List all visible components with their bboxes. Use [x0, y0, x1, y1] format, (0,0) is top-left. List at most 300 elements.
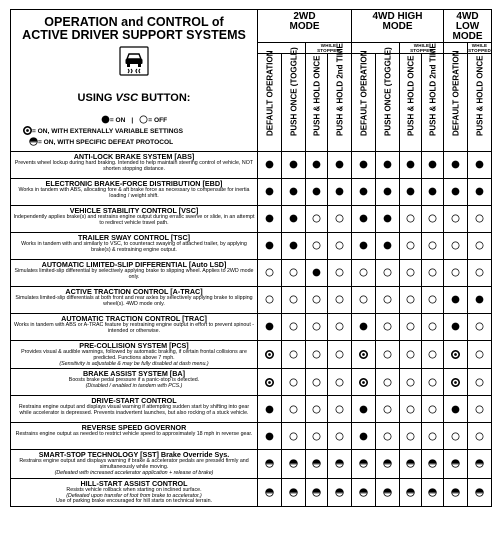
status-cell — [376, 152, 400, 179]
status-cell — [258, 478, 282, 506]
defeat-protocol-icon — [406, 488, 415, 497]
off-circle-icon — [406, 214, 415, 223]
status-cell — [328, 206, 352, 233]
variable-setting-icon — [359, 350, 368, 359]
feature-row — [11, 478, 492, 506]
feature-name: HILL-START ASSIST CONTROL — [80, 478, 188, 488]
status-cell — [328, 152, 352, 179]
status-cell — [306, 423, 328, 450]
mode-header-2 — [444, 10, 492, 43]
off-circle-icon — [406, 432, 415, 441]
status-cell — [400, 206, 422, 233]
off-circle-icon — [335, 214, 344, 223]
feature-description-cell — [11, 179, 258, 206]
on-dot-icon — [359, 432, 368, 441]
status-cell — [328, 450, 352, 478]
status-cell — [258, 423, 282, 450]
legend-block — [11, 46, 257, 148]
mode-label: 4WD HIGH MODE — [372, 11, 423, 32]
defeat-protocol-icon — [312, 488, 321, 497]
off-circle-icon — [475, 432, 484, 441]
feature-description-cell — [11, 287, 258, 314]
off-circle-icon — [383, 350, 392, 359]
off-circle-icon — [428, 268, 437, 277]
status-cell — [376, 260, 400, 287]
feature-name: BRAKE ASSIST SYSTEM [BA] — [83, 369, 185, 379]
defeat-protocol-icon — [289, 459, 298, 468]
status-cell — [468, 369, 492, 396]
column-header-9 — [468, 54, 492, 152]
off-circle-icon — [428, 214, 437, 223]
off-circle-icon — [428, 378, 437, 387]
column-label: DEFAULT OPERATION — [451, 50, 460, 136]
status-cell — [422, 179, 444, 206]
feature-name: ANTI-LOCK BRAKE SYSTEM [ABS] — [73, 152, 195, 161]
status-cell — [328, 287, 352, 314]
status-cell — [422, 206, 444, 233]
variable-setting-icon — [451, 350, 460, 359]
on-dot-icon — [451, 295, 460, 304]
feature-note: (Disabled / enabled in tandem with PCS.) — [85, 383, 183, 390]
while-stopped-label — [306, 43, 352, 54]
column-header-5 — [376, 47, 400, 152]
legend-on-label: = ON — [109, 116, 126, 124]
feature-row — [11, 179, 492, 206]
status-cell — [258, 152, 282, 179]
status-cell — [400, 478, 422, 506]
status-cell — [258, 179, 282, 206]
column-header-2 — [306, 54, 328, 152]
status-cell — [328, 423, 352, 450]
feature-description: Simulates limited-slip differentials at both front and rear axles by selectively applying brake to slipping wheel(s). 4WD mode only. — [15, 295, 253, 307]
status-cell — [376, 423, 400, 450]
status-cell — [328, 369, 352, 396]
column-label: DEFAULT OPERATION — [359, 50, 368, 136]
status-cell — [328, 396, 352, 423]
column-label: PUSH ONCE (TOGGLE) — [289, 47, 298, 136]
feature-description: Resists vehicle rollback when starting on inclined surface. — [66, 486, 202, 493]
off-circle-icon — [475, 322, 484, 331]
feature-row — [11, 423, 492, 450]
on-dot-icon — [383, 241, 392, 250]
on-dot-icon — [475, 160, 484, 169]
status-cell — [258, 396, 282, 423]
on-dot-icon — [475, 295, 484, 304]
off-circle-icon — [406, 322, 415, 331]
on-dot-icon — [383, 214, 392, 223]
status-cell — [306, 287, 328, 314]
status-cell — [328, 179, 352, 206]
feature-description-cell — [11, 423, 258, 450]
status-cell — [444, 314, 468, 341]
on-dot-icon — [335, 187, 344, 196]
variable-setting-icon — [359, 378, 368, 387]
status-cell — [258, 287, 282, 314]
feature-description: Simulates limited-slip differential by selectively applying brake to slipping wheel. Applies to 2WD mode only. — [14, 268, 254, 280]
status-cell — [422, 369, 444, 396]
status-cell — [258, 341, 282, 369]
status-cell — [400, 233, 422, 260]
status-cell — [468, 396, 492, 423]
status-cell — [444, 423, 468, 450]
feature-description: Independently applies brake(s) and restrains engine output during erratic swerve or slide, in an attempt to redirect vehicle travel path. — [13, 214, 255, 226]
off-circle-icon — [406, 378, 415, 387]
on-dot-icon — [289, 241, 298, 250]
column-header-6 — [400, 54, 422, 152]
status-cell — [352, 206, 376, 233]
off-circle-icon — [451, 214, 460, 223]
while-stopped-label — [468, 43, 492, 54]
legend-defeat — [11, 137, 257, 148]
defeat-protocol-icon — [475, 488, 484, 497]
status-cell — [376, 233, 400, 260]
feature-description: Restrains engine output as needed to restrict vehicle speed to approximately 18 mph in reverse gear. — [15, 431, 253, 438]
status-cell — [422, 478, 444, 506]
status-cell — [352, 423, 376, 450]
status-cell — [400, 396, 422, 423]
feature-description: Restrains engine output and displays visual warning if attempting sudden start by shifting into gear while accelerator is depressed. Prevents inadvertent launches, but also rocking of a stuck vehicle. — [18, 404, 250, 417]
off-circle-icon — [451, 432, 460, 441]
defeat-protocol-icon — [29, 137, 38, 146]
off-circle-icon — [428, 322, 437, 331]
feature-name: DRIVE-START CONTROL — [91, 396, 177, 406]
column-label: PUSH & HOLD 2nd TIME — [335, 43, 344, 136]
on-dot-icon — [359, 405, 368, 414]
on-dot-icon — [289, 160, 298, 169]
off-circle-icon — [289, 378, 298, 387]
status-cell — [422, 341, 444, 369]
status-cell — [400, 369, 422, 396]
off-circle-icon — [383, 268, 392, 277]
feature-description-cell — [11, 260, 258, 287]
status-cell — [400, 341, 422, 369]
status-cell — [328, 233, 352, 260]
status-cell — [444, 287, 468, 314]
while-stopped-text: WHILE STOPPED — [317, 43, 340, 53]
off-circle-icon — [451, 241, 460, 250]
status-cell — [444, 233, 468, 260]
status-cell — [306, 314, 328, 341]
feature-note: (Defeated upon transfer of foot from brake to accelerator.) — [66, 492, 202, 499]
status-cell — [282, 206, 306, 233]
status-cell — [306, 450, 328, 478]
off-circle-icon — [265, 295, 274, 304]
feature-name: ACTIVE TRACTION CONTROL [A-TRAC] — [65, 287, 203, 296]
status-cell — [376, 179, 400, 206]
off-circle-icon — [289, 295, 298, 304]
status-cell — [468, 233, 492, 260]
legend-separator: | — [131, 116, 134, 124]
using-prefix: USING — [77, 91, 116, 104]
status-cell — [328, 260, 352, 287]
on-dot-icon — [451, 405, 460, 414]
status-cell — [282, 396, 306, 423]
off-circle-icon — [335, 322, 344, 331]
feature-description-extra: Use of parking brake encouraged for hill starts on technical terrain. — [55, 498, 213, 505]
status-cell — [282, 260, 306, 287]
status-cell — [376, 287, 400, 314]
status-cell — [400, 314, 422, 341]
status-cell — [282, 152, 306, 179]
status-cell — [376, 450, 400, 478]
column-header-7 — [422, 43, 444, 152]
status-cell — [376, 206, 400, 233]
feature-description: Restrains engine output and displays warning if brake & accelerator pedals are pressed firmly and simultaneously while moving. — [19, 458, 249, 471]
on-dot-icon — [312, 268, 321, 277]
status-cell — [282, 478, 306, 506]
status-cell — [352, 179, 376, 206]
status-cell — [258, 450, 282, 478]
feature-row — [11, 341, 492, 369]
variable-setting-icon — [23, 126, 32, 135]
feature-name: VEHICLE STABILITY CONTROL [VSC] — [69, 206, 199, 215]
status-cell — [444, 478, 468, 506]
status-cell — [422, 287, 444, 314]
column-label: PUSH & HOLD ONCE — [475, 55, 484, 136]
on-dot-icon — [451, 322, 460, 331]
off-circle-icon — [335, 241, 344, 250]
status-cell — [352, 314, 376, 341]
on-dot-icon — [406, 187, 415, 196]
status-cell — [400, 423, 422, 450]
off-circle-icon — [312, 350, 321, 359]
status-cell — [444, 450, 468, 478]
chart-title: OPERATION and CONTROL of ACTIVE DRIVER SUPPORT SYSTEMS — [22, 14, 246, 42]
status-cell — [306, 260, 328, 287]
off-circle-icon — [312, 378, 321, 387]
status-cell — [444, 179, 468, 206]
off-circle-icon — [312, 322, 321, 331]
defeat-protocol-icon — [383, 488, 392, 497]
off-circle-icon — [289, 350, 298, 359]
on-dot-icon — [265, 432, 274, 441]
on-dot-icon — [289, 214, 298, 223]
feature-name: AUTOMATIC LIMITED-SLIP DIFFERENTIAL [Auto LSD] — [41, 260, 227, 269]
off-circle-icon — [139, 115, 148, 124]
variable-setting-icon — [265, 350, 274, 359]
defeat-protocol-icon — [428, 459, 437, 468]
mode-header-1 — [352, 10, 444, 43]
defeat-protocol-icon — [383, 459, 392, 468]
column-header-8 — [444, 50, 468, 152]
status-cell — [352, 478, 376, 506]
off-circle-icon — [451, 268, 460, 277]
off-circle-icon — [406, 295, 415, 304]
feature-name: PRE-COLLISION SYSTEM [PCS] — [79, 341, 189, 350]
feature-description-cell — [11, 233, 258, 260]
off-circle-icon — [335, 295, 344, 304]
off-circle-icon — [428, 350, 437, 359]
off-circle-icon — [383, 378, 392, 387]
legend-defeat-label: = ON, WITH SPECIFIC DEFEAT PROTOCOL — [38, 138, 174, 146]
status-cell — [306, 152, 328, 179]
status-cell — [422, 260, 444, 287]
defeat-protocol-icon — [451, 459, 460, 468]
off-circle-icon — [289, 405, 298, 414]
on-dot-icon — [359, 160, 368, 169]
column-label: PUSH & HOLD ONCE — [406, 55, 415, 136]
feature-description: Works in tandem with ABS or A-TRAC feature by restraining engine output in effort to prevent spinout - intended or otherwise. — [13, 322, 255, 334]
feature-description: Works in tandem with ABS, allocating fore & aft brake force as necessary to compensate for inertia loading / weight shift. — [18, 187, 250, 199]
feature-description-cell — [11, 369, 258, 396]
feature-name: REVERSE SPEED GOVERNOR — [81, 423, 187, 433]
feature-description: Prevents wheel lockup during hard braking. Intended to help maintain steering control of vehicle, NOT shorten stopping distance. — [14, 160, 254, 172]
status-cell — [328, 478, 352, 506]
on-dot-icon — [265, 160, 274, 169]
on-dot-icon — [289, 187, 298, 196]
off-circle-icon — [475, 241, 484, 250]
status-cell — [306, 206, 328, 233]
on-dot-icon — [359, 322, 368, 331]
feature-name: SMART-STOP TECHNOLOGY [SST] Brake Override Sys. — [38, 450, 230, 460]
defeat-protocol-icon — [265, 488, 274, 497]
defeat-protocol-icon — [406, 459, 415, 468]
status-cell — [444, 396, 468, 423]
on-dot-icon — [265, 241, 274, 250]
status-cell — [282, 179, 306, 206]
status-cell — [468, 450, 492, 478]
off-circle-icon — [289, 432, 298, 441]
status-cell — [352, 341, 376, 369]
feature-description-cell — [11, 478, 258, 506]
off-circle-icon — [383, 322, 392, 331]
variable-setting-icon — [451, 378, 460, 387]
status-cell — [282, 287, 306, 314]
on-dot-icon — [359, 187, 368, 196]
while-stopped-text: WHILE STOPPED — [468, 43, 491, 53]
status-cell — [258, 369, 282, 396]
status-cell — [468, 152, 492, 179]
status-cell — [444, 152, 468, 179]
on-dot-icon — [101, 115, 110, 124]
variable-setting-icon — [265, 378, 274, 387]
status-cell — [400, 179, 422, 206]
off-circle-icon — [289, 268, 298, 277]
status-cell — [400, 152, 422, 179]
on-dot-icon — [475, 187, 484, 196]
off-circle-icon — [335, 378, 344, 387]
mode-header-0 — [258, 10, 352, 43]
defeat-protocol-icon — [359, 488, 368, 497]
off-circle-icon — [265, 268, 274, 277]
status-cell — [468, 206, 492, 233]
status-cell — [282, 314, 306, 341]
status-cell — [352, 260, 376, 287]
feature-description-cell — [11, 152, 258, 179]
off-circle-icon — [428, 432, 437, 441]
on-dot-icon — [428, 160, 437, 169]
on-dot-icon — [335, 160, 344, 169]
status-cell — [258, 314, 282, 341]
defeat-protocol-icon — [265, 459, 274, 468]
off-circle-icon — [312, 295, 321, 304]
off-circle-icon — [312, 241, 321, 250]
feature-description-cell — [11, 450, 258, 478]
off-circle-icon — [312, 214, 321, 223]
defeat-protocol-icon — [335, 488, 344, 497]
using-vsc-heading — [11, 92, 257, 105]
status-cell — [306, 233, 328, 260]
status-cell — [468, 260, 492, 287]
feature-name: AUTOMATIC TRACTION CONTROL [TRAC] — [61, 314, 207, 323]
feature-row — [11, 369, 492, 396]
on-dot-icon — [265, 322, 274, 331]
vsc-icon-frame — [119, 46, 149, 76]
off-circle-icon — [289, 322, 298, 331]
off-circle-icon — [428, 241, 437, 250]
status-cell — [352, 233, 376, 260]
status-cell — [444, 260, 468, 287]
status-cell — [352, 396, 376, 423]
status-cell — [282, 423, 306, 450]
status-cell — [306, 179, 328, 206]
status-cell — [400, 287, 422, 314]
feature-description: Works in tandem with and similarly to VSC, to counteract swaying of attached trailer, by applying brake(s) & restraining engine output. — [21, 241, 247, 253]
status-cell — [444, 369, 468, 396]
feature-description-cell — [11, 396, 258, 423]
status-cell — [468, 314, 492, 341]
off-circle-icon — [406, 350, 415, 359]
status-cell — [376, 341, 400, 369]
off-circle-icon — [475, 350, 484, 359]
feature-description-cell — [11, 314, 258, 341]
off-circle-icon — [312, 405, 321, 414]
status-cell — [352, 152, 376, 179]
off-circle-icon — [406, 405, 415, 414]
feature-row — [11, 287, 492, 314]
off-circle-icon — [359, 295, 368, 304]
status-cell — [468, 179, 492, 206]
off-circle-icon — [475, 405, 484, 414]
status-cell — [444, 206, 468, 233]
status-cell — [376, 478, 400, 506]
status-cell — [328, 314, 352, 341]
defeat-protocol-icon — [451, 488, 460, 497]
off-circle-icon — [406, 241, 415, 250]
feature-name: ELECTRONIC BRAKE-FORCE DISTRIBUTION [EBD] — [45, 179, 223, 188]
feature-description-cell — [11, 206, 258, 233]
status-cell — [468, 478, 492, 506]
off-circle-icon — [475, 378, 484, 387]
defeat-protocol-icon — [359, 459, 368, 468]
status-cell — [306, 341, 328, 369]
column-header-1 — [282, 47, 306, 152]
status-cell — [282, 233, 306, 260]
status-cell — [422, 396, 444, 423]
on-dot-icon — [383, 187, 392, 196]
feature-row — [11, 206, 492, 233]
status-cell — [352, 369, 376, 396]
status-cell — [422, 423, 444, 450]
feature-row — [11, 450, 492, 478]
status-cell — [468, 423, 492, 450]
operation-table — [10, 9, 492, 507]
on-dot-icon — [265, 214, 274, 223]
feature-row — [11, 260, 492, 287]
on-dot-icon — [428, 187, 437, 196]
on-dot-icon — [312, 187, 321, 196]
on-dot-icon — [406, 160, 415, 169]
status-cell — [282, 369, 306, 396]
mode-label: 4WD LOW MODE — [452, 11, 483, 42]
status-cell — [400, 450, 422, 478]
off-circle-icon — [335, 432, 344, 441]
off-circle-icon — [383, 432, 392, 441]
status-cell — [444, 341, 468, 369]
status-cell — [400, 260, 422, 287]
on-dot-icon — [359, 214, 368, 223]
defeat-protocol-icon — [312, 459, 321, 468]
